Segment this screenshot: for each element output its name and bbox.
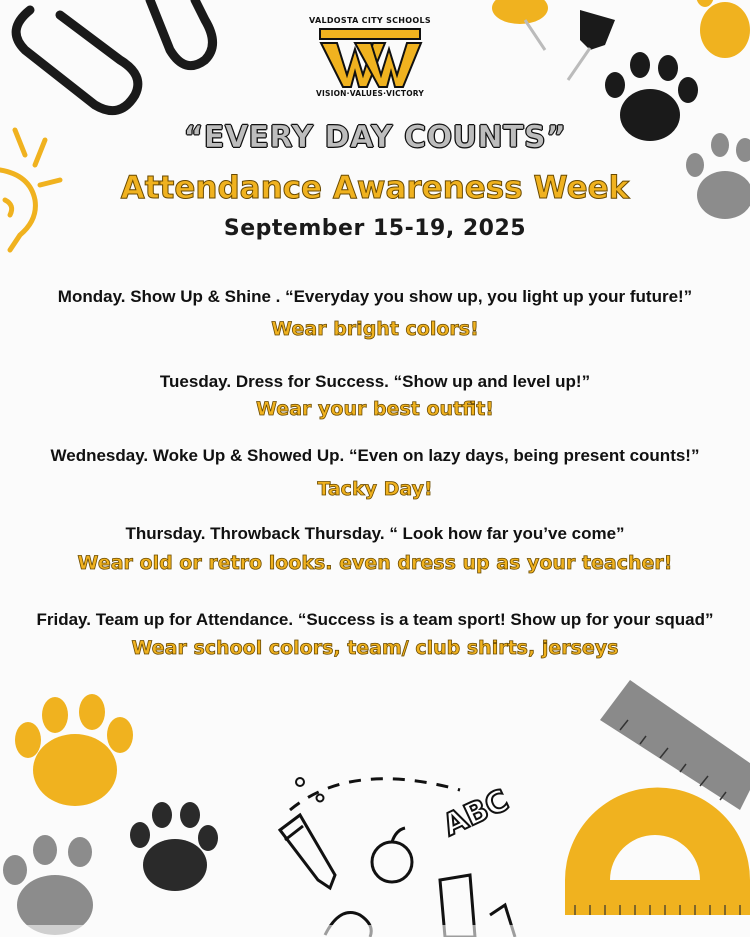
paperclip-icon xyxy=(16,0,212,111)
pencil-icon xyxy=(280,815,335,888)
wear-tuesday: Wear your best outfit! xyxy=(256,398,494,420)
protractor-icon xyxy=(565,788,750,916)
school-logo xyxy=(300,12,440,112)
wear-monday: Wear bright colors! xyxy=(271,318,479,340)
day-line-monday: Monday. Show Up & Shine . “Everyday you show up, you light up your future!” xyxy=(57,287,693,306)
page-title: Attendance Awareness Week xyxy=(120,170,630,206)
day-line-tuesday: Tuesday. Dress for Success. “Show up and level up!” xyxy=(159,372,591,391)
abc-label: ABC xyxy=(437,783,515,844)
apple-icon xyxy=(372,828,412,882)
headline-quote: “EVERY DAY COUNTS” xyxy=(183,120,567,155)
paw-print-icon xyxy=(15,694,133,806)
paw-print-icon xyxy=(3,835,93,935)
logo-bottom-text: VISION·VALUES·VICTORY xyxy=(316,89,424,98)
wear-friday: Wear school colors, team/ club shirts, jerseys xyxy=(131,637,619,659)
wear-thursday: Wear old or retro looks. even dress up as your teacher! xyxy=(77,552,673,574)
abc-doodle xyxy=(438,783,515,844)
day-line-thursday: Thursday. Throwback Thursday. “ Look how far you’ve come” xyxy=(125,524,625,543)
paw-print-icon xyxy=(696,0,750,58)
event-dates: September 15-19, 2025 xyxy=(223,216,527,241)
pushpin-icon xyxy=(492,0,615,80)
paw-print-icon xyxy=(130,802,218,891)
day-line-friday: Friday. Team up for Attendance. “Success is a team sport! Show up for your squad” xyxy=(36,610,714,629)
dashed-curve xyxy=(290,779,460,810)
day-line-wednesday: Wednesday. Woke Up & Showed Up. “Even on lazy days, being present counts!” xyxy=(50,446,700,465)
logo-top-text: VALDOSTA CITY SCHOOLS xyxy=(309,16,431,25)
wear-wednesday: Tacky Day! xyxy=(317,478,433,500)
vw-logo-icon xyxy=(315,27,425,89)
